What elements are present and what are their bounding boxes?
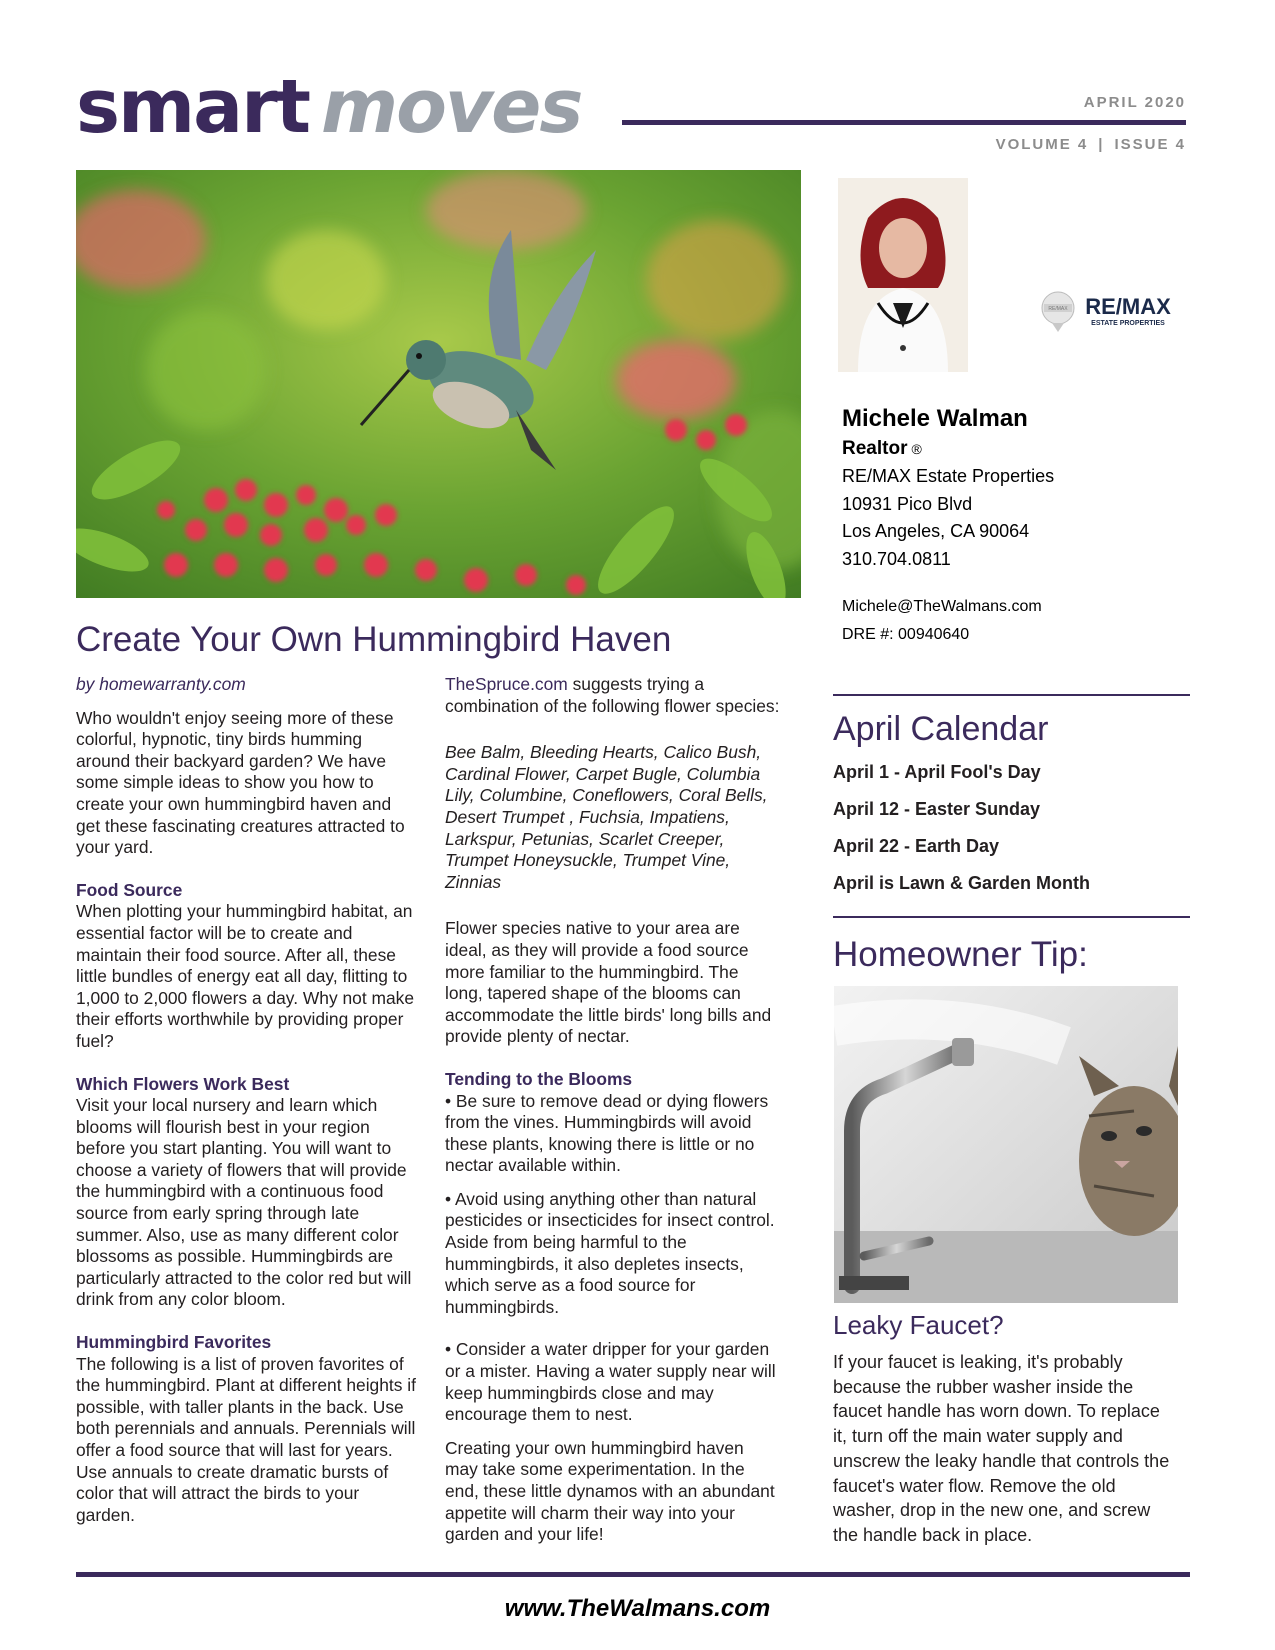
article-column-2 <box>445 674 780 1546</box>
calendar-item: April 12 - Easter Sunday <box>833 799 1041 819</box>
website-link[interactable]: www.TheWalmans.com <box>504 1595 771 1622</box>
agent-company: RE/MAX Estate Properties <box>842 466 1055 486</box>
agent-title-text: Realtor <box>842 438 908 459</box>
spruce-link[interactable]: TheSpruce.com <box>445 674 568 694</box>
footer-rule <box>76 1572 1190 1577</box>
remax-logo <box>1040 290 1175 334</box>
cat-faucet-photo <box>834 986 1178 1303</box>
issue-volume <box>996 136 1186 153</box>
agent-title <box>842 435 1242 463</box>
tip-title: Homeowner Tip: <box>833 935 1088 974</box>
flowers-body: Visit your local nursery and learn which blooms will flourish best in your region before you start planting. You will want to choose a variety of flowers that will provide the hummingbird with a continuous food source from early spring through late summer. Also, use as many different color blossoms as possible. Hummingbirds are particularly attracted to the color red but will drink from any color bloom. <box>76 1095 412 1310</box>
balloon-text: RE/MAX <box>1048 306 1068 312</box>
agent-city: Los Angeles, CA 90064 <box>842 521 1030 541</box>
article-intro: Who wouldn't enjoy seeing more of these colorful, hypnotic, tiny birds humming around their backyard garden? We have some simple ideas to show you how to create your own hummingbird haven and get these fascinating creatures attracted to your yard. <box>76 707 405 858</box>
article-byline: by homewarranty.com <box>76 674 246 694</box>
tending-bullet-3: • Consider a water dripper for your garden or a mister. Having a water supply near will keep hummingbirds close and may encourage them to nest. <box>445 1339 776 1425</box>
agent-email-link[interactable]: Michele@TheWalmans.com <box>842 598 1042 615</box>
volume-separator: | <box>1098 136 1105 153</box>
tending-bullet-2: • Avoid using anything other than natural pesticides or insecticides for insect control. Aside from being harmful to the hummingbirds, it also depletes insects, which serve as a food source for hummingbirds. <box>445 1188 775 1317</box>
issue-date: APRIL 2020 <box>1083 94 1186 111</box>
tending-bullet-1: • Be sure to remove dead or dying flowers from the vines. Hummingbirds will avoid these plants, knowing there is little or no nectar available within. <box>445 1090 769 1176</box>
tip-top-rule <box>833 916 1190 918</box>
tending-heading: Tending to the Blooms <box>445 1068 633 1089</box>
masthead-rule <box>622 120 1186 125</box>
agent-dre: DRE #: 00940640 <box>842 626 970 643</box>
calendar-item: April 22 - Earth Day <box>833 836 1000 856</box>
article-closing: Creating your own hummingbird haven may take some experimentation. In the end, these little dynamos with an abundant appetite will charm their way into your garden and your life! <box>445 1437 775 1545</box>
registered-mark: ® <box>911 441 922 457</box>
volume-label: VOLUME 4 <box>995 136 1089 153</box>
brand-moves: moves <box>320 64 582 150</box>
favorites-heading: Hummingbird Favorites <box>76 1332 272 1353</box>
newsletter-logo <box>76 64 582 150</box>
calendar-item: April is Lawn & Garden Month <box>833 873 1091 893</box>
native-species-body: Flower species native to your area are ideal, as they will provide a food source more familiar to the hummingbird. The long, tapered shape of the blooms can accommodate the little birds' long bills and provide plenty of nectar. <box>445 918 772 1047</box>
agent-street: 10931 Pico Blvd <box>842 493 973 514</box>
remax-wordmark: RE/MAX <box>1085 294 1171 319</box>
species-list: Bee Balm, Bleeding Hearts, Calico Bush, Cardinal Flower, Carpet Bugle, Columbia Lily, Columbine, Coneflowers, Coral Bells, Desert Trumpet , Fuchsia, Impatiens, Larkspur, Petunias, Scarlet Creeper, Trumpet Honeysuckle, Trumpet Vine, Zinnias <box>445 742 768 892</box>
food-source-body: When plotting your hummingbird habitat, an essential factor will be to create and maintain their food source. After all, these little bundles of energy eat all day, flitting to 1,000 to 2,000 flowers a day. Why not make their efforts worthwhile by providing proper fuel? <box>76 901 415 1051</box>
calendar-item: April 1 - April Fool's Day <box>833 762 1041 782</box>
article-column-1 <box>76 674 416 1526</box>
agent-contact-card <box>842 403 1242 649</box>
spruce-paragraph <box>445 674 780 717</box>
spruce-text: suggests trying a combination of the following flower species: <box>445 674 780 716</box>
food-source-heading: Food Source <box>76 879 183 900</box>
flowers-heading: Which Flowers Work Best <box>76 1073 290 1094</box>
favorites-body: The following is a list of proven favorites of the hummingbird. Plant at different heights if possible, with taller plants in the back. Use both perennials and annuals. Perennials will offer a food source that will last for years. Use annuals to create dramatic bursts of color that will attract the birds to your garden. <box>76 1353 416 1525</box>
issue-label: ISSUE 4 <box>1114 136 1186 153</box>
masthead <box>76 64 1186 160</box>
calendar-title: April Calendar <box>833 710 1049 748</box>
leaky-faucet-body: If your faucet is leaking, it's probably because the rubber washer inside the faucet handle has worn down. To replace it, turn off the main water supply and unscrew the leaky handle that controls the faucet's water flow. Remove the old washer, drop in the new one, and screw the handle back in place. <box>833 1352 1170 1545</box>
brand-smart: smart <box>76 64 309 150</box>
calendar-list <box>833 758 1193 906</box>
remax-subline: ESTATE PROPERTIES <box>1091 320 1165 327</box>
agent-name: Michele Walman <box>842 405 1028 432</box>
article-title: Create Your Own Hummingbird Haven <box>76 620 672 659</box>
agent-photo <box>838 178 968 372</box>
leaky-faucet-heading: Leaky Faucet? <box>833 1310 1004 1340</box>
agent-phone[interactable]: 310.704.0811 <box>842 548 951 569</box>
calendar-top-rule <box>833 694 1190 696</box>
hummingbird-photo <box>76 170 801 598</box>
